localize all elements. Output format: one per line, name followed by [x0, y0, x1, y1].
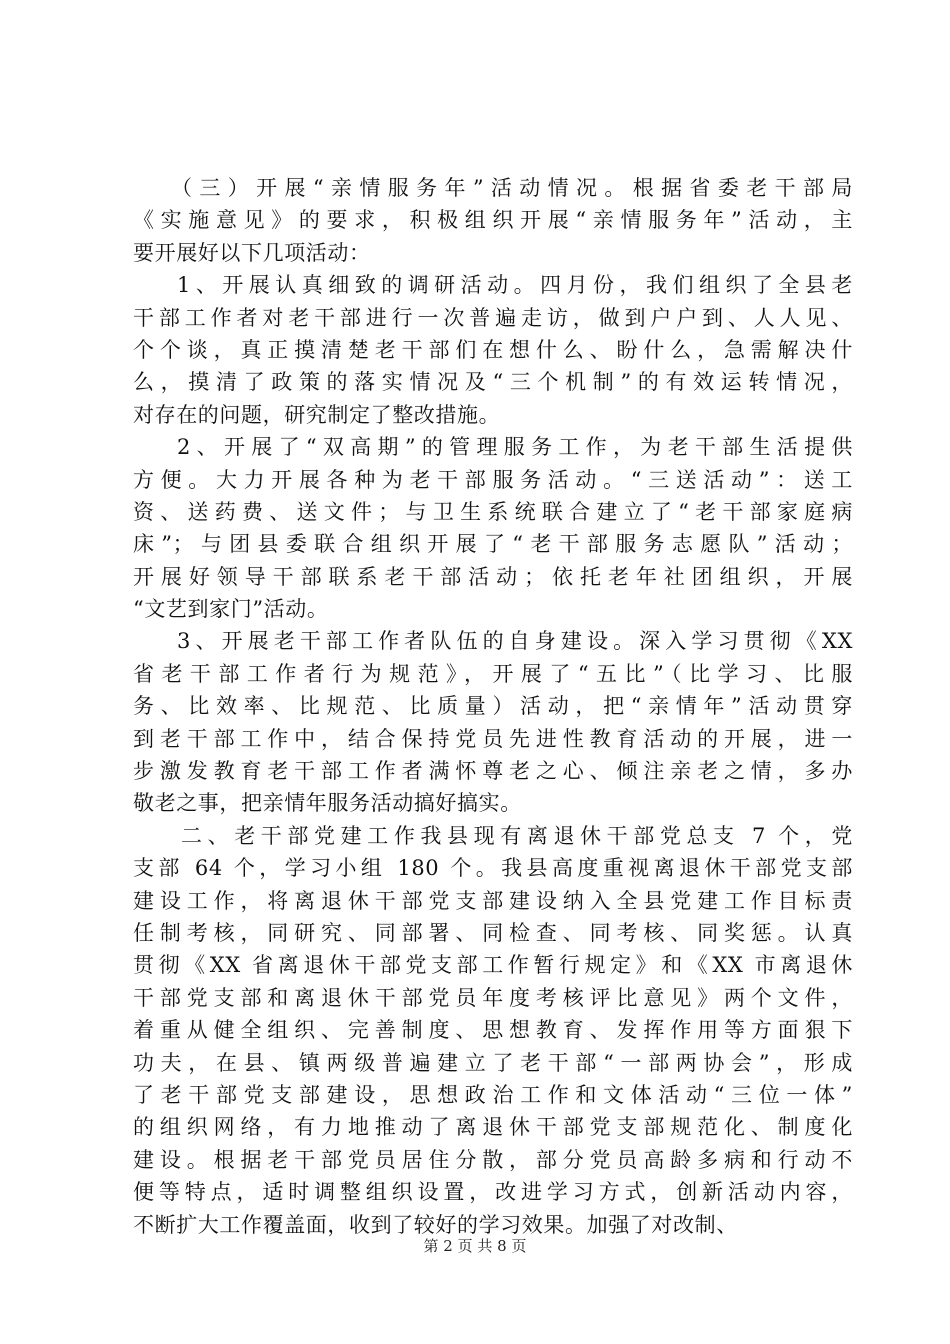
text-line: 对存在的问题，研究制定了整改措施。	[133, 402, 501, 427]
text-line: 了老干部党支部建设，思想政治工作和文体活动“三位一体”	[133, 1082, 853, 1107]
text-line: 方便。大力开展各种为老干部服务活动。“三送活动”：送工	[133, 467, 853, 492]
paragraph	[133, 820, 853, 1241]
paragraph	[133, 431, 853, 625]
text-line: 便等特点，适时调整组织设置，改进学习方式，创新活动内容，	[133, 1180, 853, 1205]
text-line: 着重从健全组织、完善制度、思想教育、发挥作用等方面狠下	[133, 1018, 853, 1043]
text-line: 建设工作，将离退休干部党支部建设纳入全县党建工作目标责	[133, 888, 853, 913]
paragraph	[133, 172, 853, 269]
text-line: 资、送药费、送文件；与卫生系统联合建立了“老干部家庭病	[133, 499, 853, 524]
text-line: 省老干部工作者行为规范》，开展了“五比”（比学习、比服	[133, 661, 853, 686]
text-line: 敬老之事，把亲情年服务活动搞好搞实。	[133, 791, 522, 816]
text-line: 步激发教育老干部工作者满怀尊老之心、倾注亲老之情，多办	[133, 759, 853, 784]
text-line: 1、开展认真细致的调研活动。四月份，我们组织了全县老	[177, 273, 853, 298]
text-line: 床”；与团县委联合组织开展了“老干部服务志愿队”活动；	[133, 532, 853, 557]
text-line: 建设。根据老干部党员居住分散，部分党员高龄多病和行动不	[133, 1147, 853, 1172]
text-line: 《实施意见》的要求，积极组织开展“亲情服务年”活动，主	[133, 208, 853, 233]
text-line: 不断扩大工作覆盖面，收到了较好的学习效果。加强了对改制、	[133, 1212, 738, 1237]
text-line: 2、开展了“双高期”的管理服务工作，为老干部生活提供	[177, 435, 853, 460]
text-line: 干部党支部和离退休干部党员年度考核评比意见》两个文件，	[133, 985, 853, 1010]
text-line: 么，摸清了政策的落实情况及“三个机制”的有效运转情况，	[133, 370, 853, 395]
text-line: 务、比效率、比规范、比质量）活动，把“亲情年”活动贯穿	[133, 694, 853, 719]
text-line: 支部 64 个，学习小组 180 个。我县高度重视离退休干部党支部	[133, 856, 853, 881]
text-line: 贯彻《XX 省离退休干部党支部工作暂行规定》和《XX 市离退休	[133, 953, 853, 978]
text-line: “文艺到家门”活动。	[133, 597, 329, 622]
text-line: 3、开展老干部工作者队伍的自身建设。深入学习贯彻《XX	[177, 629, 853, 654]
text-line: 任制考核，同研究、同部署、同检查、同考核、同奖惩。认真	[133, 920, 853, 945]
text-line: 到老干部工作中，结合保持党员先进性教育活动的开展，进一	[133, 726, 853, 751]
paragraph	[133, 269, 853, 431]
text-line: 个个谈，真正摸清楚老干部们在想什么、盼什么，急需解决什	[133, 337, 853, 362]
page-footer: 第 2 页 共 8 页	[423, 1237, 527, 1255]
text-line: 开展好领导干部联系老干部活动；依托老年社团组织，开展	[133, 564, 853, 589]
text-line: 功夫，在县、镇两级普遍建立了老干部“一部两协会”，形成	[133, 1050, 853, 1075]
document-body	[133, 172, 853, 1241]
text-line: 的组织网络，有力地推动了离退休干部党支部规范化、制度化	[133, 1115, 853, 1140]
text-line: （三）开展“亲情服务年”活动情况。根据省委老干部局	[171, 176, 853, 200]
paragraph	[133, 625, 853, 819]
text-line: 干部工作者对老干部进行一次普遍走访，做到户户到、人人见、	[133, 305, 853, 330]
text-line: 二、老干部党建工作我县现有离退休干部党总支 7 个，党	[181, 823, 853, 848]
text-line: 要开展好以下几项活动：	[133, 240, 371, 265]
